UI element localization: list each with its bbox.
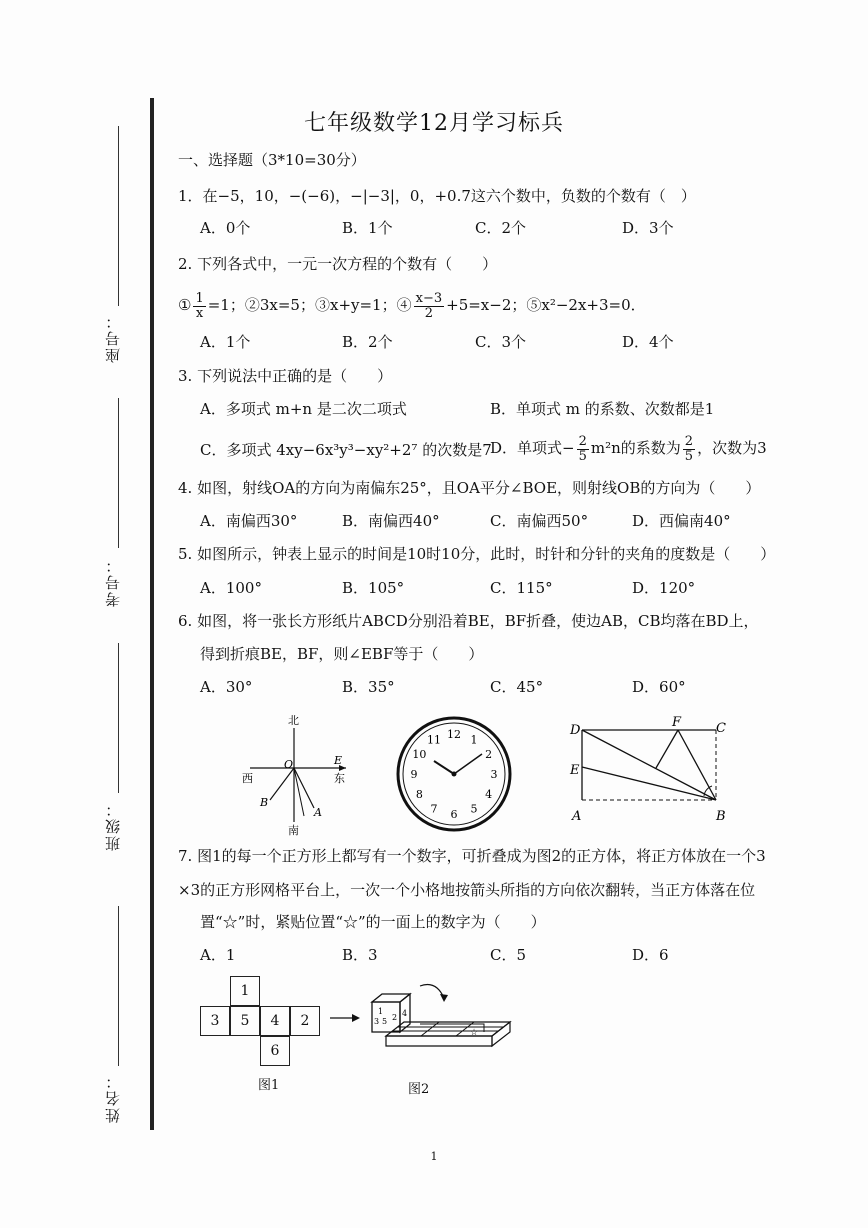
question-6-line-1: 6. 如图，将一张长方形纸片ABCD分别沿着BE，BF折叠，使边AB，CB均落在BD上， [178, 612, 759, 630]
q2-eq4-fraction [414, 292, 445, 321]
label-o: O [284, 758, 294, 771]
seat-label: 座号： [104, 312, 122, 363]
paper-title: 七年级数学12月学习标兵 [304, 111, 564, 136]
net-cell-row-3: 4 [260, 1006, 290, 1036]
clock-center [452, 772, 457, 777]
q5-option-b: B．105° [342, 579, 405, 597]
q3-d-middle: m²n的系数为 [590, 439, 681, 457]
clock-numeral: 11 [427, 733, 441, 747]
ray-ob [270, 768, 294, 800]
q1-option-b: B．1个 [342, 219, 393, 237]
label-c: C [716, 721, 726, 736]
question-7-line-3: 置“☆”时，紧贴位置“☆”的一面上的数字为（ ） [200, 913, 546, 931]
cube-face-5: 5 [382, 1017, 388, 1026]
clock-numeral: 5 [470, 802, 478, 816]
clock-numeral: 12 [447, 728, 461, 741]
flip-arrowhead-icon [440, 994, 448, 1002]
class-label: 班级： [104, 800, 122, 851]
clock-numeral: 1 [470, 733, 478, 747]
label-b: B [260, 796, 269, 809]
question-6-line-2: 得到折痕BE，BF，则∠EBF等于（ ） [200, 645, 484, 663]
clock-numeral: 2 [485, 748, 493, 761]
question-7-line-2: ×3的正方形网格平台上，一次一个小格地按箭头所指的方向依次翻转，当正方体落在位 [178, 881, 756, 899]
q3-d-prefix: D．单项式− [490, 439, 575, 457]
q4-option-d: D．西偏南40° [632, 512, 731, 530]
cube-face-2: 2 [392, 1013, 398, 1022]
q3-d-num: 2 [578, 433, 587, 449]
seat-rule [118, 126, 119, 306]
q3-d-fraction-2 [683, 435, 695, 464]
q2-eq2: ②3x=5； [244, 296, 315, 314]
fold-edge [656, 730, 678, 768]
q3-d-fraction-1 [577, 435, 589, 464]
q2-eq5: ⑤x²−2x+3=0． [526, 296, 646, 314]
q5-option-d: D．120° [632, 579, 696, 597]
question-4: 4. 如图，射线OA的方向为南偏东25°，且OA平分∠BOE，则射线OB的方向为（ ） [178, 479, 761, 497]
label-d: D [570, 723, 581, 738]
question-5: 5. 如图所示，钟表上显示的时间是10时10分，此时，时针和分针的夹角的度数是（ ） [178, 545, 776, 563]
q6-option-a: A．30° [200, 678, 253, 696]
q2-eq4-den: 2 [424, 305, 434, 321]
label-west: 西 [242, 772, 253, 785]
figure-1-caption: 图1 [258, 1078, 280, 1093]
q4-option-a: A．南偏西30° [200, 512, 298, 530]
question-3: 3. 下列说法中正确的是（ ） [178, 367, 393, 385]
q1-option-d: D．3个 [622, 219, 674, 237]
label-north: 北 [288, 714, 299, 727]
compass-figure [240, 710, 360, 840]
clock-figure [394, 714, 514, 834]
label-a: A [314, 806, 322, 819]
net-cell-row-4: 2 [290, 1006, 320, 1036]
label-e: E [570, 763, 580, 778]
q1-option-c: C．2个 [475, 219, 527, 237]
label-south: 南 [288, 824, 299, 837]
clock-numeral: 3 [490, 768, 498, 781]
q6-option-b: B．35° [342, 678, 395, 696]
q2-eq1-den: x [195, 305, 204, 321]
q7-option-c: C．5 [490, 946, 527, 964]
question-1: 1．在−5，10，−(−6)，−|−3|，0，+0.7这六个数中，负数的个数有（ ） [178, 187, 696, 205]
q7-option-b: B．3 [342, 946, 378, 964]
q2-equations [178, 288, 646, 322]
minute-hand [454, 754, 482, 774]
q5-option-a: A．100° [200, 579, 262, 597]
star-position: ☆ [470, 1028, 479, 1038]
arrow-right-icon [330, 1012, 360, 1024]
q3-option-c: C．多项式 4xy−6x³y³−xy²+2⁷ 的次数是7 [200, 441, 492, 459]
q2-eq4-circle: ④ [396, 296, 412, 314]
q2-eq4-num: x−3 [415, 290, 443, 306]
clock-numeral: 7 [430, 802, 438, 816]
name-label: 姓名： [104, 1072, 122, 1123]
net-cell-top: 1 [230, 976, 260, 1006]
label-f: F [672, 715, 682, 730]
clock-numeral: 10 [412, 748, 427, 761]
q3-option-b: B．单项式 m 的系数、次数都是1 [490, 400, 715, 418]
label-b: B [716, 809, 726, 824]
label-a: A [572, 809, 582, 824]
class-rule [118, 643, 119, 793]
net-cell-row-2: 5 [230, 1006, 260, 1036]
cube-grid-figure [364, 980, 524, 1076]
question-7-line-1: 7. 图1的每一个正方形上都写有一个数字，可折叠成为图2的正方体，将正方体放在一个3 [178, 847, 766, 865]
q2-eq4-rest: +5=x−2； [446, 296, 527, 314]
q3-d-suffix: ，次数为3 [697, 439, 767, 457]
ray-south-east [294, 768, 304, 816]
clock-numeral: 9 [410, 768, 418, 781]
net-cell-bottom: 6 [260, 1036, 290, 1066]
q2-option-d: D．4个 [622, 333, 674, 351]
q2-eq1-circle: ① [178, 296, 192, 314]
q4-option-c: C．南偏西50° [490, 512, 589, 530]
q2-eq1-fraction [193, 292, 205, 321]
cube-face-1: 1 [378, 1007, 384, 1016]
cube-net-figure [200, 976, 330, 1076]
q7-option-d: D．6 [632, 946, 669, 964]
q3-option-a: A．多项式 m+n 是二次二项式 [200, 400, 407, 418]
clock-numeral: 4 [485, 788, 493, 801]
binding-line [150, 98, 154, 1130]
clock-numeral: 6 [450, 808, 458, 821]
q4-option-b: B．南偏西40° [342, 512, 440, 530]
q2-option-a: A．1个 [200, 333, 251, 351]
label-e: E [334, 754, 343, 767]
hour-hand [434, 761, 454, 774]
q5-option-c: C．115° [490, 579, 553, 597]
q3-d-den: 5 [578, 448, 587, 464]
q1-option-a: A．0个 [200, 219, 251, 237]
crease-be [582, 767, 716, 800]
cube-face-4: 4 [402, 1009, 408, 1018]
diagonal-db [582, 730, 716, 800]
q6-option-d: D．60° [632, 678, 686, 696]
q6-option-c: C．45° [490, 678, 544, 696]
cube-face-3: 3 [374, 1017, 380, 1026]
clock-numeral: 8 [415, 788, 423, 801]
net-cell-row-1: 3 [200, 1006, 230, 1036]
q2-option-b: B．2个 [342, 333, 393, 351]
flip-arrow-icon [420, 985, 444, 999]
q2-eq1-num: 1 [195, 290, 204, 306]
name-rule [118, 906, 119, 1066]
q3-d-den-2: 5 [684, 448, 694, 464]
q3-d-num-2: 2 [684, 433, 694, 449]
q3-option-d [490, 430, 767, 466]
q2-eq1-rest: =1； [207, 296, 245, 314]
q2-option-c: C．3个 [475, 333, 527, 351]
platform-side [492, 1022, 510, 1046]
q2-eq3: ③x+y=1； [314, 296, 397, 314]
ray-oa [294, 768, 314, 808]
q7-option-a: A．1 [200, 946, 236, 964]
exam-no-label: 考号： [104, 556, 122, 607]
rectangle-fold-figure [566, 712, 736, 824]
exam-no-rule [118, 398, 119, 548]
section-heading: 一、选择题（3*10=30分） [178, 151, 366, 169]
page-number: 1 [430, 1150, 438, 1163]
figure-2-caption: 图2 [408, 1082, 430, 1097]
question-2: 2. 下列各式中，一元一次方程的个数有（ ） [178, 255, 498, 273]
label-east: 东 [334, 772, 345, 785]
